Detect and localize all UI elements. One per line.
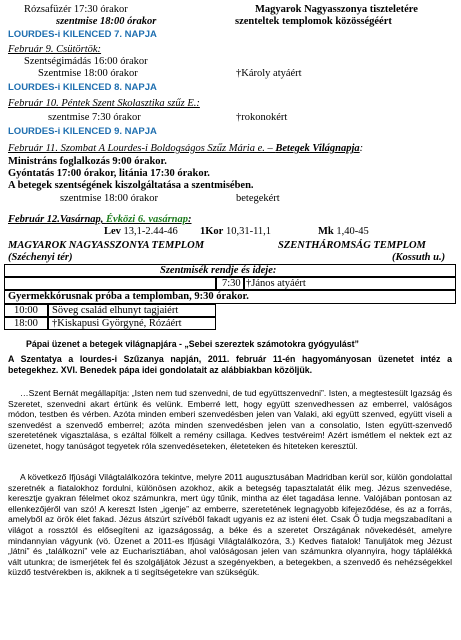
feb11-heading-text: Február 11. Szombat A Lourdes-i Boldogságos Szűz Mária e. – [8, 143, 276, 154]
message-paragraph1: …Szent Bernát megállapítja: „Isten nem tud szenvedni, de tud együttszenvedni”. Isten, a megtestesült Igazság és Szeretet, szenvedni akart értünk és velünk. Emberré lett, hogy együtt szenvedhessen az emberrel, valóságos módon, testben és vérben. Azóta minden emberi szenvedésben jelen van Valaki, aki együtt szenved, együtt viseli a szenvedést a szenvedő emberrel; azóta minden szenvedésben jelen van a consolatio, Isten együtt-szenvedő szeretetének vigasztalása, s ezáltal fölkelt a remény csillaga. Kedves testvéreim! Azért ismétlem el nektek ezt az üzenetet, hogy tanúságot tegyetek róla szenvedéseteken, életeteken és hiteteken keresztül. [8, 388, 452, 451]
church-left-name: MAGYAROK NAGYASSZONYA TEMPLOM [8, 240, 205, 251]
feb11-heading [8, 143, 363, 155]
feb9-intention: †Károly atyáért [236, 68, 302, 79]
feb11-intention: betegekért [236, 193, 280, 204]
feb9-heading: Február 9. Csütörtök: [8, 44, 102, 55]
feb11-heading-colon: : [359, 143, 364, 154]
feb10-heading: Február 10. Péntek Szent Skolasztika szűz E.: [8, 98, 200, 109]
magyarok-intention-line2: szenteltek templomok közösségéért [235, 16, 392, 27]
feb9-adoration: Szentségimádás 16:00 órakor [24, 56, 148, 67]
feb12-heading-sunday: Évközi 6. vasárnap [106, 214, 188, 225]
schedule-row1-time: 7:30 [222, 278, 241, 289]
lourdes-novena-day9: LOURDES-i KILENCED 9. NAPJA [8, 126, 157, 137]
szentmise-time: szentmise 18:00 órakor [56, 16, 157, 27]
schedule-row1-intention: †János atyáért [246, 278, 306, 289]
feb12-heading-text: Február 12.Vasárnap, [8, 214, 107, 225]
readings [104, 226, 178, 238]
rozsafuzer-time: Rózsafüzér 17:30 órakor [24, 4, 128, 15]
church-right-name: SZENTHÁROMSÁG TEMPLOM [278, 240, 426, 251]
reading-lev: 13,1-2.44-46 [123, 226, 178, 237]
schedule-row3-time: 18:00 [14, 318, 38, 329]
message-title: Pápai üzenet a betegek világnapjára - „Sebei szereztek számotokra gyógyulást” [26, 339, 359, 349]
feb11-anointing: A betegek szentségének kiszolgáltatása a szentmisében. [8, 180, 254, 191]
reading-mk: Mk 1,40-45 [318, 226, 369, 237]
schedule-header: Szentmisék rendje és ideje: [160, 265, 277, 276]
lourdes-novena-day8: LOURDES-i KILENCED 8. NAPJA [8, 82, 157, 93]
schedule-row2-time: 10:00 [14, 305, 38, 316]
message-intro: A Szentatya a lourdes-i Szűzanya napján, 2011. február 11-én hagyományosan üzenetet intéz a betegekhez. XVI. Benedek pápa idei gondolatait az alábbiakban közöljük. [8, 354, 452, 375]
message-paragraph2: A következő Ifjúsági Világtalálkozóra tekintve, melyre 2011 augusztusában Madridban kerül sor, külön gondolattal szeretnék a fiatalokhoz fordulni, különösen azokhoz, akik a betegség tapasztalatát élik meg. Jézus szenvedése, keresztje gyakran félelmet okoz számunkra, mert úgy tűnik, mintha az élet tagadása lenne. Valójában pontosan az ellenkezőjéről van szó! A kereszt Isten „igenje” az emberre, szeretetének legnagyobb kifejeződése, és az a forrás, amelyből az örök élet fakad. Jézus átszúrt szívéből fakadt ugyanis ez az isteni élet. Csak Ő tudja megszabadítani a világot a rossztól és elősegíteni az igazságosság, a béke és a szeretet Országának növekedését, amelyre mindannyian vágyunk (vö. Üzenet a 2011-es Ifjúsági Világtalálkozóra, 3.) Kedves fiatalok! Tanuljátok meg Jézust „látni” és „találkozni” vele az Eucharisztiában, ahol valóságosan jelen van számunkra olyannyira, hogy táplálékká vált utunkra; de ismerjétek fel és szolgáljátok Jézust a szegényekben, a betegekben, a szenvedő és nehézségekkel küzdő testvérekben is, akiknek a ti segítségetekre van szükségük. [8, 472, 452, 578]
feb11-confession: Gyóntatás 17:00 órakor, litánia 17:30 órakor. [8, 168, 210, 179]
schedule-row1-empty [4, 277, 216, 290]
feb10-mass: szentmise 7:30 órakor [48, 112, 141, 123]
feb9-mass: Szentmise 18:00 órakor [38, 68, 138, 79]
feb12-heading [8, 214, 192, 226]
feb12-heading-colon: : [188, 214, 192, 225]
feb11-heading-world-day: Betegek Világnapja [275, 143, 360, 154]
feb11-altar-servers: Ministráns foglalkozás 9:00 órakor. [8, 156, 167, 167]
schedule-choir: Gyermekkórusnak próba a templomban, 9:30 órakor. [8, 291, 249, 302]
reading-lev-book: Lev [104, 226, 121, 237]
reading-kor: 1Kor 10,31-11,1 [200, 226, 272, 237]
feb10-intention: †rokonokért [236, 112, 288, 123]
magyarok-intention-line1: Magyarok Nagyasszonya tiszteletére [255, 4, 418, 15]
church-left-location: (Széchenyi tér) [8, 252, 73, 263]
schedule-row2-intention: Söveg család elhunyt tagjaiért [52, 305, 179, 316]
feb11-mass: szentmise 18:00 órakor [60, 193, 158, 204]
schedule-row3-intention: †Kiskapusi Györgyné, Rózáért [52, 318, 182, 329]
church-right-location: (Kossuth u.) [392, 252, 446, 263]
lourdes-novena-day7: LOURDES-i KILENCED 7. NAPJA [8, 29, 157, 40]
